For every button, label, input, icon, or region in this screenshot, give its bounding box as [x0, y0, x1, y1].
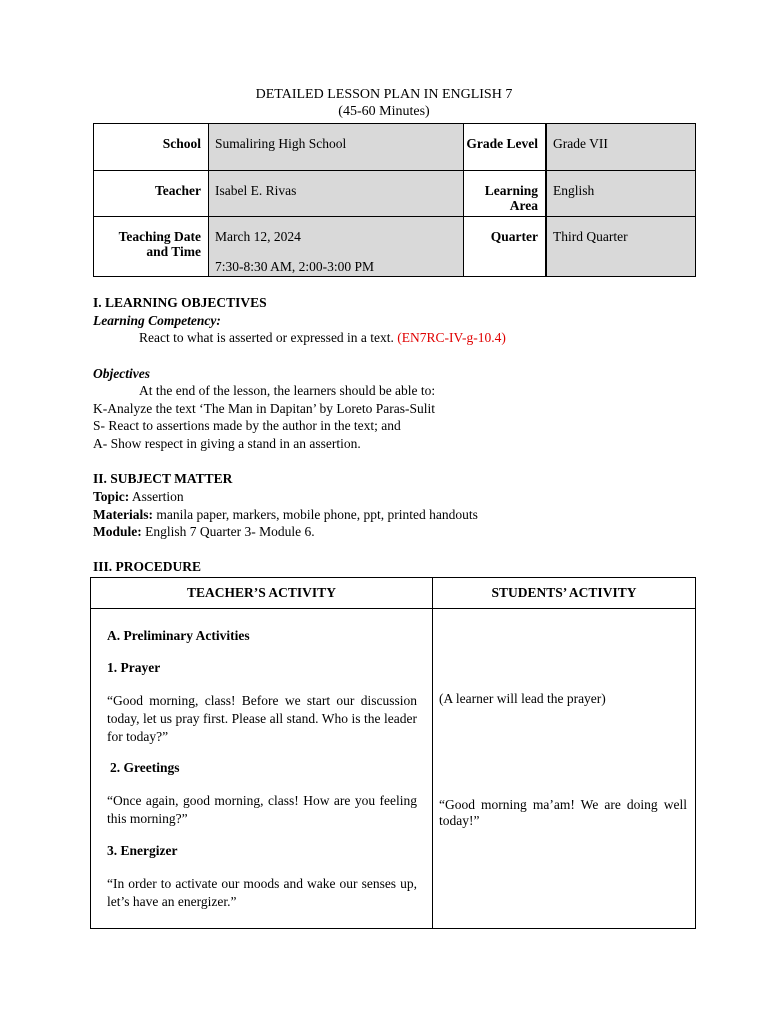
competency-label: Learning Competency:: [93, 313, 221, 328]
materials-value: manila paper, markers, mobile phone, ppt, printed handouts: [156, 507, 478, 522]
table-divider: [91, 608, 695, 609]
info-table: [93, 123, 696, 277]
module-line: [93, 523, 315, 540]
document-duration: (45-60 Minutes): [338, 104, 430, 119]
objectives-heading: I. LEARNING OBJECTIVES: [93, 295, 267, 310]
greetings-text: “Once again, good morning, class! How are you feeling this morning?”: [107, 793, 417, 826]
quarter-label: Quarter: [464, 217, 545, 276]
grade-value: Grade VII: [547, 124, 695, 170]
table-divider: [94, 170, 695, 171]
school-label: School: [94, 124, 208, 170]
date-value: March 12, 2024: [215, 229, 301, 244]
module-label: Module:: [93, 524, 142, 539]
table-divider: [432, 578, 433, 928]
competency-text: React to what is asserted or expressed in a text.: [139, 330, 394, 345]
table-divider: [545, 124, 547, 276]
procedure-table: [90, 577, 696, 929]
preliminary-heading: A. Preliminary Activities: [107, 628, 250, 643]
student-activity-header: STUDENTS’ ACTIVITY: [491, 585, 637, 600]
date-cell: [209, 217, 463, 276]
table-divider: [208, 124, 209, 276]
materials-label: Materials:: [93, 507, 153, 522]
materials-line: [93, 506, 478, 523]
teacher-label: Teacher: [94, 171, 208, 216]
table-divider: [94, 216, 695, 217]
grade-label: Grade Level: [464, 124, 545, 170]
energizer-text: “In order to activate our moods and wake our senses up, let’s have an energizer.”: [107, 876, 417, 909]
competency-code: (EN7RC-IV-g-10.4): [397, 330, 506, 345]
time-value: 7:30-8:30 AM, 2:00-3:00 PM: [215, 259, 375, 274]
table-divider: [463, 124, 464, 276]
prayer-student-response: (A learner will lead the prayer): [439, 691, 606, 706]
prayer-title: 1. Prayer: [107, 660, 161, 675]
objective-knowledge: K-Analyze the text ‘The Man in Dapitan’ by Loreto Paras-Sulit: [93, 401, 436, 416]
area-value: English: [547, 171, 695, 216]
topic-label: Topic:: [93, 489, 130, 504]
date-label: Teaching Date and Time: [94, 217, 208, 276]
objectives-intro: At the end of the lesson, the learners should be able to:: [139, 383, 436, 398]
topic-line: [93, 488, 184, 505]
objective-skill: S- React to assertions made by the author in the text; and: [93, 418, 401, 433]
greetings-student-response: “Good morning ma’am! We are doing well today!”: [439, 797, 687, 828]
area-label: Learning Area: [464, 171, 545, 216]
prayer-text: “Good morning, class! Before we start our discussion today, let us pray first. Please all stand. Who is the leader for today?”: [107, 693, 417, 744]
greetings-title: 2. Greetings: [110, 760, 180, 775]
objective-attitude: A- Show respect in giving a stand in an assertion.: [93, 436, 361, 451]
subject-heading: II. SUBJECT MATTER: [93, 471, 233, 486]
objectives-label: Objectives: [93, 366, 150, 381]
teacher-value: Isabel E. Rivas: [209, 171, 463, 216]
energizer-title: 3. Energizer: [107, 843, 178, 858]
teacher-activity-header: TEACHER’S ACTIVITY: [187, 585, 336, 600]
school-value: Sumaliring High School: [209, 124, 463, 170]
topic-value: Assertion: [131, 489, 184, 504]
procedure-heading: III. PROCEDURE: [93, 559, 202, 574]
document-title: DETAILED LESSON PLAN IN ENGLISH 7: [255, 87, 513, 102]
module-value: English 7 Quarter 3- Module 6.: [145, 524, 315, 539]
quarter-value: Third Quarter: [547, 217, 695, 276]
competency-line: [139, 329, 506, 346]
